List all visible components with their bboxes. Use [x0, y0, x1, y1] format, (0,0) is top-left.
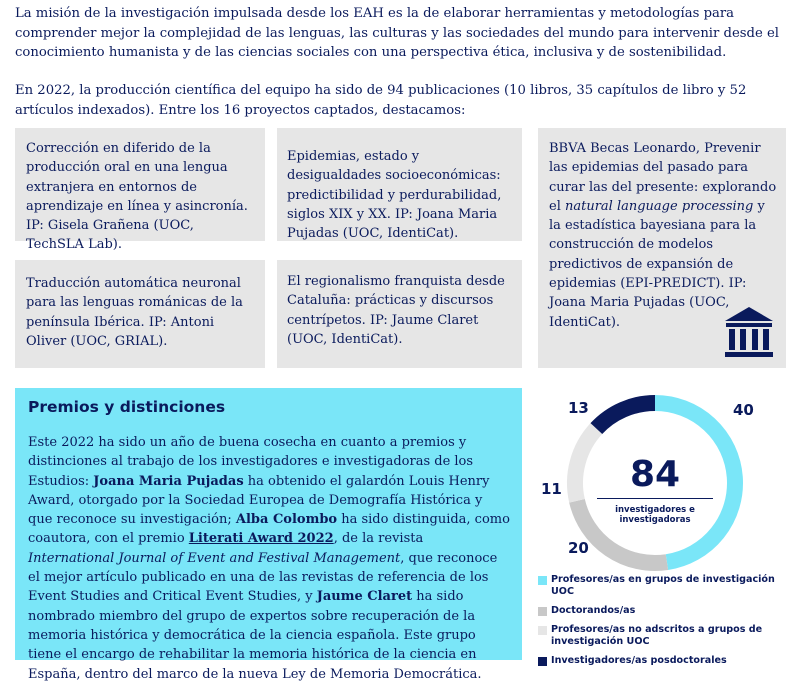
awards-title: Premios y distinciones [28, 398, 226, 416]
legend-swatch [538, 626, 547, 635]
awardee-name: Joana Maria Pujadas [93, 473, 244, 489]
legend-item [538, 605, 788, 617]
project-card-correccion [15, 128, 265, 253]
awards-text-part: ha sido distinguida, como coautora, con el premio [28, 512, 510, 547]
awardee-name: Alba Colombo [235, 512, 338, 528]
legend-label: Profesores/as no adscritos a grupos de investigación UOC [551, 624, 763, 647]
awards-text-part: Este 2022 ha sido un año de buena cosecha en cuanto a premios y distinciones al trabajo de los investigadores e investigadoras de los Estudios: [28, 435, 474, 489]
donut-total: 84 [629, 454, 681, 495]
legend-swatch [538, 607, 547, 616]
legend-item [538, 655, 788, 667]
donut-legend [538, 574, 788, 674]
legend-label: Doctorandos/as [551, 605, 636, 616]
legend-label: Investigadores/as posdoctorales [551, 655, 727, 666]
legend-swatch [538, 657, 547, 666]
awards-text [28, 433, 510, 684]
project-card-epidemias [277, 128, 522, 241]
award-link[interactable]: Literati Award 2022 [188, 531, 334, 547]
project-text: Traducción automática neuronal para las lenguas románicas de la península Ibérica. IP: Antoni Oliver (UOC, GRIAL). [26, 276, 243, 349]
intro-projects-paragraph: En 2022, la producción científica del equipo ha sido de 94 publicaciones (10 libros, 35 capítulos de libro y 52 artículos indexados). Entre los 16 proyectos captados, destacamos: [15, 83, 747, 118]
project-card-regionalismo [277, 260, 522, 368]
donut-segment [596, 403, 655, 429]
project-text: Epidemias, estado y desigualdades socioeconómicas: predictibilidad y perdurabilidad, siglos XIX y XX. IP: Joana Maria Pujadas (UOC, IdentiCat). [287, 149, 502, 242]
donut-value-label: 20 [568, 539, 589, 557]
project-text-part: y la estadística bayesiana para la construcción de modelos predictivos de expansión de epidemias (EPI-PREDICT). IP: Joana Maria Pujadas (UOC, IdentiCat). [549, 198, 765, 330]
donut-value-label: 11 [541, 480, 562, 498]
donut-divider [597, 498, 713, 499]
donut-segment [575, 429, 596, 501]
project-card-traduccion [15, 260, 265, 368]
legend-item [538, 574, 788, 598]
awardee-name: Jaume Claret [316, 589, 413, 605]
legend-swatch [538, 576, 547, 585]
awards-text-part: ha sido nombrado miembro del grupo de expertos sobre recuperación de la memoria histórica y democrática de la ciencia española. Este grupo tiene el encargo de rehabilitar la memoria histórica de la ciencia en España, dentro del marco de la nueva Ley de Memoria Democrática. [28, 589, 482, 682]
project-text-part: BBVA Becas Leonardo, Prevenir las epidemias del pasado para curar las del presente: explorando el [549, 141, 777, 214]
donut-value-label: 40 [733, 401, 754, 419]
legend-label: Profesores/as en grupos de investigación UOC [551, 574, 775, 597]
awards-section [15, 388, 522, 682]
awards-text-part: ha obtenido el galardón Louis Henry Award, otorgado por la Sociedad Europea de Demografía Histórica y que reconoce su investigación; [28, 473, 490, 528]
project-text: El regionalismo franquista desde Cataluña: prácticas y discursos centrípetos. IP: Jaume Claret (UOC, IdentiCat). [287, 274, 505, 347]
project-text-emphasis: natural language processing [564, 198, 754, 214]
donut-value-label: 13 [568, 399, 589, 417]
museum-icon [724, 306, 774, 358]
intro-paragraph: La misión de la investigación impulsada desde los EAH es la de elaborar herramientas y metodologías para comprender mejor la complejidad de las lenguas, las culturas y las sociedades del mundo para intervenir desde el conocimiento humanista y de las ciencias sociales con una perspectiva ética, inclusiva y de sostenibilidad. [15, 6, 779, 60]
donut-total-caption: investigadores e investigadoras [615, 505, 695, 525]
journal-name: International Journal of Event and Festival Management [28, 550, 401, 566]
awards-text-part: , de la revista [333, 531, 424, 547]
awards-text-part: , que reconoce el mejor artículo publicado en una de las revistas de referencia de los Event Studies and Critical Event Studies, y [28, 550, 498, 605]
project-text [549, 139, 778, 332]
legend-item [538, 624, 788, 648]
project-text: Corrección en diferido de la producción oral en una lengua extranjera en entornos de aprendizaje en línea y asincronía. IP: Gisela Grañena (UOC, TechSLA Lab). [26, 141, 248, 253]
